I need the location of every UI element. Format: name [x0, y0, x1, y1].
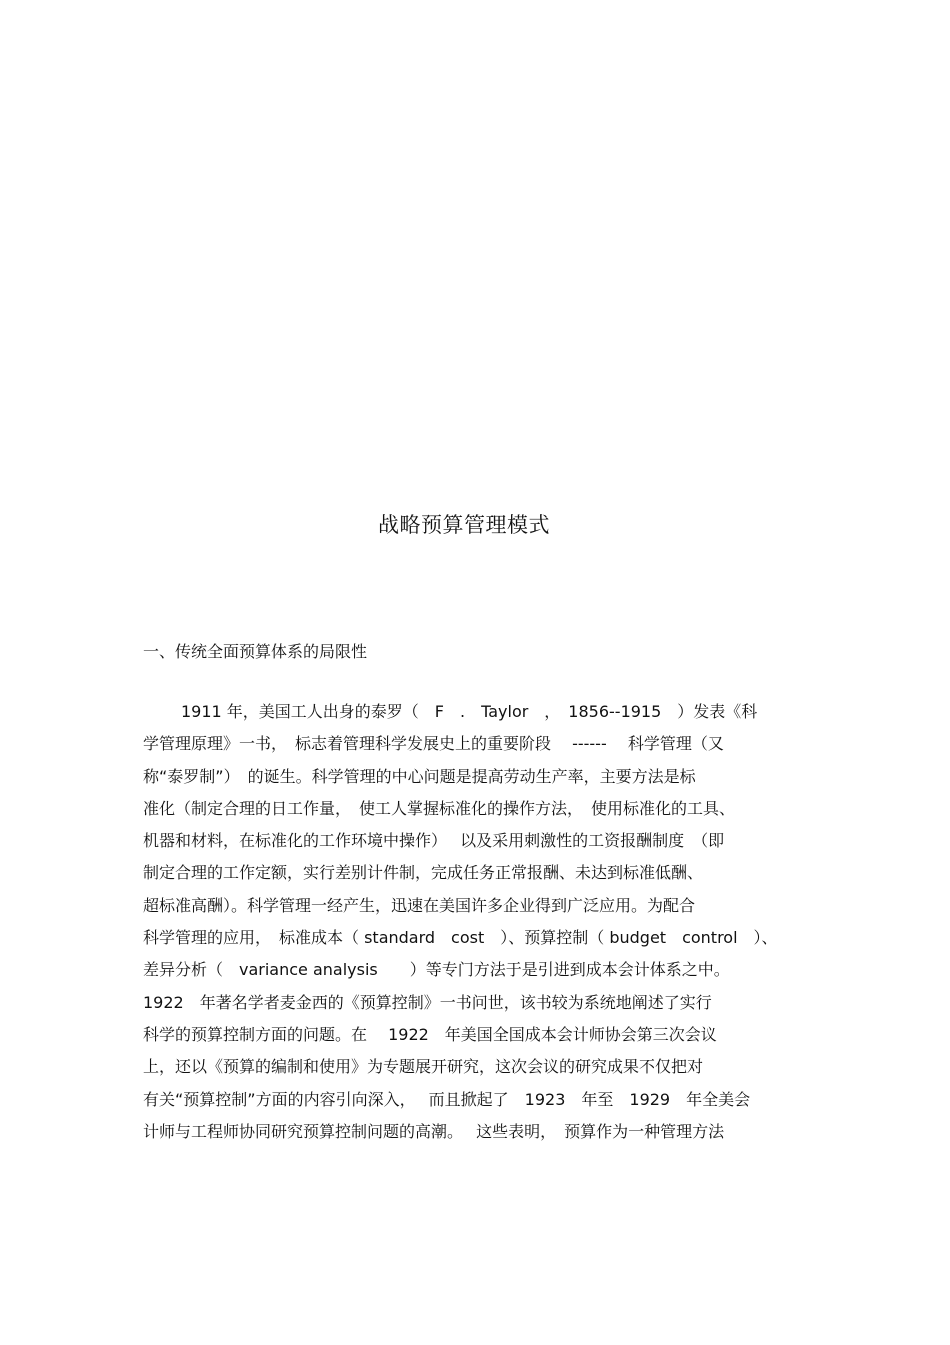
document-title: 战略预算管理模式	[378, 513, 550, 537]
paragraph-line: 科学的预算控制方面的问题。在 1922 年美国全国成本会计师协会第三次会议	[143, 1024, 717, 1044]
paragraph-line: 科学管理的应用， 标准成本（ standard cost ）、预算控制（ budget control ）、	[143, 928, 778, 948]
paragraph-line: 准化（制定合理的日工作量， 使工人掌握标准化的操作方法， 使用标准化的工具、	[143, 798, 736, 818]
paragraph-line: 差异分析（ variance analysis ）等专门方法于是引进到成本会计体系之中。	[143, 960, 730, 980]
paragraph-line: 制定合理的工作定额，实行差别计件制，完成任务正常报酬、未达到标准低酬、	[143, 863, 704, 883]
paragraph-line: 机器和材料，在标准化的工作环境中操作） 以及采用刺激性的工资报酬制度 （即	[143, 831, 725, 851]
body-paragraph	[143, 700, 808, 1152]
section-heading: 一、传统全面预算体系的局限性	[143, 642, 368, 661]
paragraph-line: 1911 年，美国工人出身的泰罗（ F . Taylor ， 1856--1915 ）发表《科	[181, 702, 758, 721]
paragraph-line: 计师与工程师协同研究预算控制问题的高潮。 这些表明， 预算作为一种管理方法	[143, 1121, 725, 1141]
paragraph-line: 1922 年著名学者麦金西的《预算控制》一书问世，该书较为系统地阐述了实行	[143, 992, 712, 1012]
paragraph-line: 超标准高酬）。科学管理一经产生，迅速在美国许多企业得到广泛应用。为配合	[143, 895, 696, 915]
paragraph-line: 学管理原理》一书， 标志着管理科学发展史上的重要阶段 ------ 科学管理（又	[143, 734, 724, 754]
paragraph-line: 上，还以《预算的编制和使用》为专题展开研究，这次会议的研究成果不仅把对	[143, 1057, 704, 1077]
paragraph-line: 有关“预算控制”方面的内容引向深入， 而且掀起了 1923 年至 1929 年全美会	[143, 1089, 751, 1109]
paragraph-line: 称“泰罗制”） 的诞生。科学管理的中心问题是提高劳动生产率，主要方法是标	[143, 766, 696, 786]
